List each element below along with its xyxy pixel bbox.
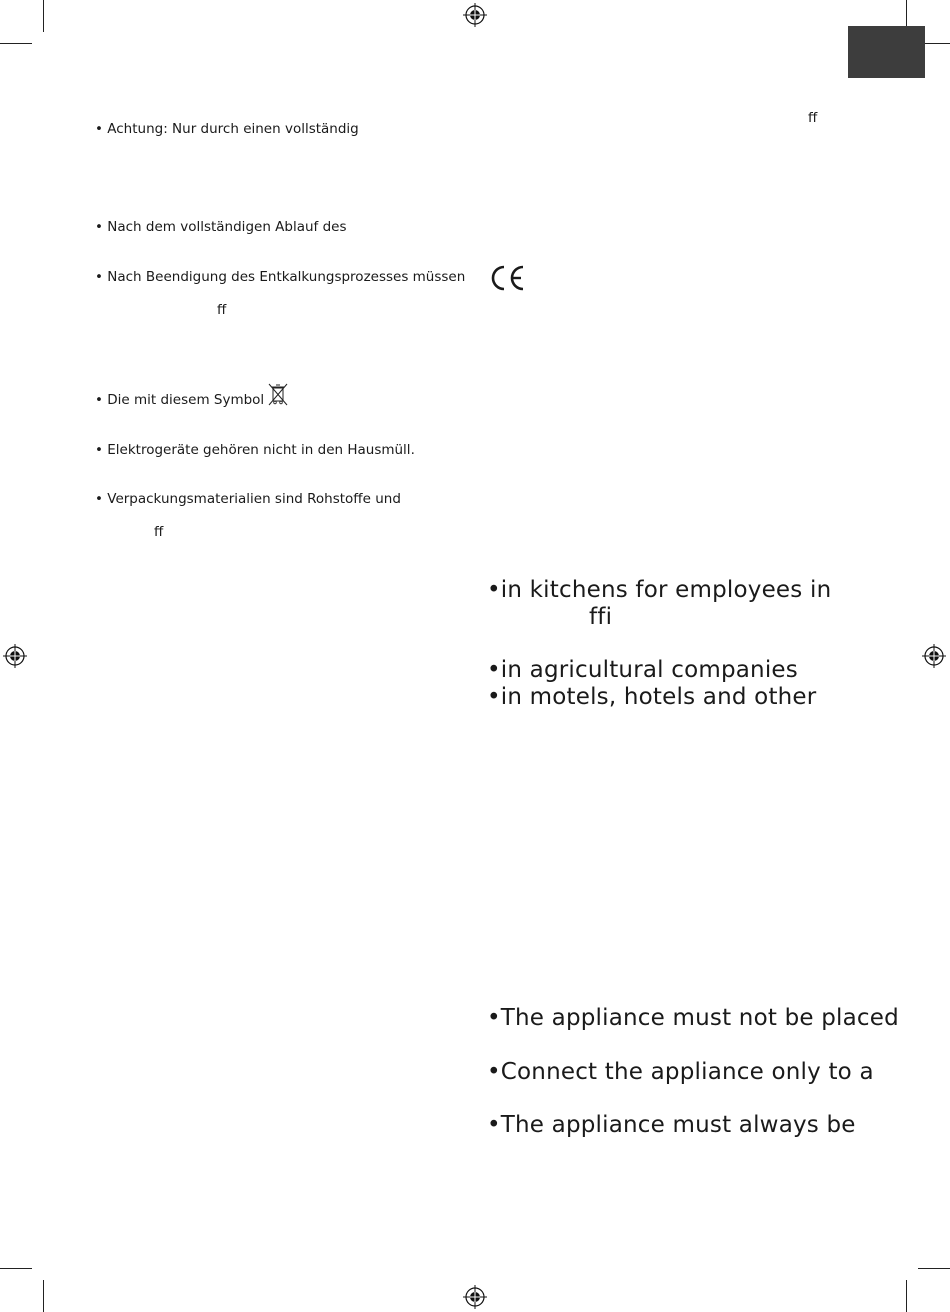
ce-mark-icon [488,264,526,292]
list-item: •in motels, hotels and other [487,684,817,710]
bullet-item: • Nach dem vollständigen Ablauf des [95,219,347,235]
bullet-item: • Die mit diesem Symbol [95,392,265,408]
ligature-fragment: ff [154,524,164,540]
list-item: •in agricultural companies [487,657,798,683]
bullet-item: • Nach Beendigung des Entkalkungsprozesses müssen [95,269,466,285]
list-item: •in kitchens for employees in [487,577,832,603]
bullet-item: • Verpackungsmaterialien sind Rohstoffe und [95,491,401,507]
crop-mark [43,1280,44,1312]
section-tab [848,26,925,78]
registration-mark-icon [463,1285,487,1309]
registration-mark-icon [922,644,946,668]
crop-mark [0,1268,32,1269]
ligature-fragment: ffi [589,604,613,630]
bullet-item: • Achtung: Nur durch einen vollständig [95,121,359,137]
crop-mark [906,1280,907,1312]
ligature-fragment: ff [808,110,818,126]
list-item: •The appliance must not be placed [487,1005,899,1031]
registration-mark-icon [3,644,27,668]
crop-mark [0,43,32,44]
crop-mark [43,0,44,32]
crossed-out-wheelie-bin-icon [268,382,288,406]
list-item: •The appliance must always be [487,1112,856,1138]
crop-mark [918,1268,950,1269]
bullet-item: • Elektrogeräte gehören nicht in den Hausmüll. [95,442,415,458]
registration-mark-icon [463,3,487,27]
list-item: •Connect the appliance only to a [487,1059,874,1085]
ligature-fragment: ff [217,302,227,318]
